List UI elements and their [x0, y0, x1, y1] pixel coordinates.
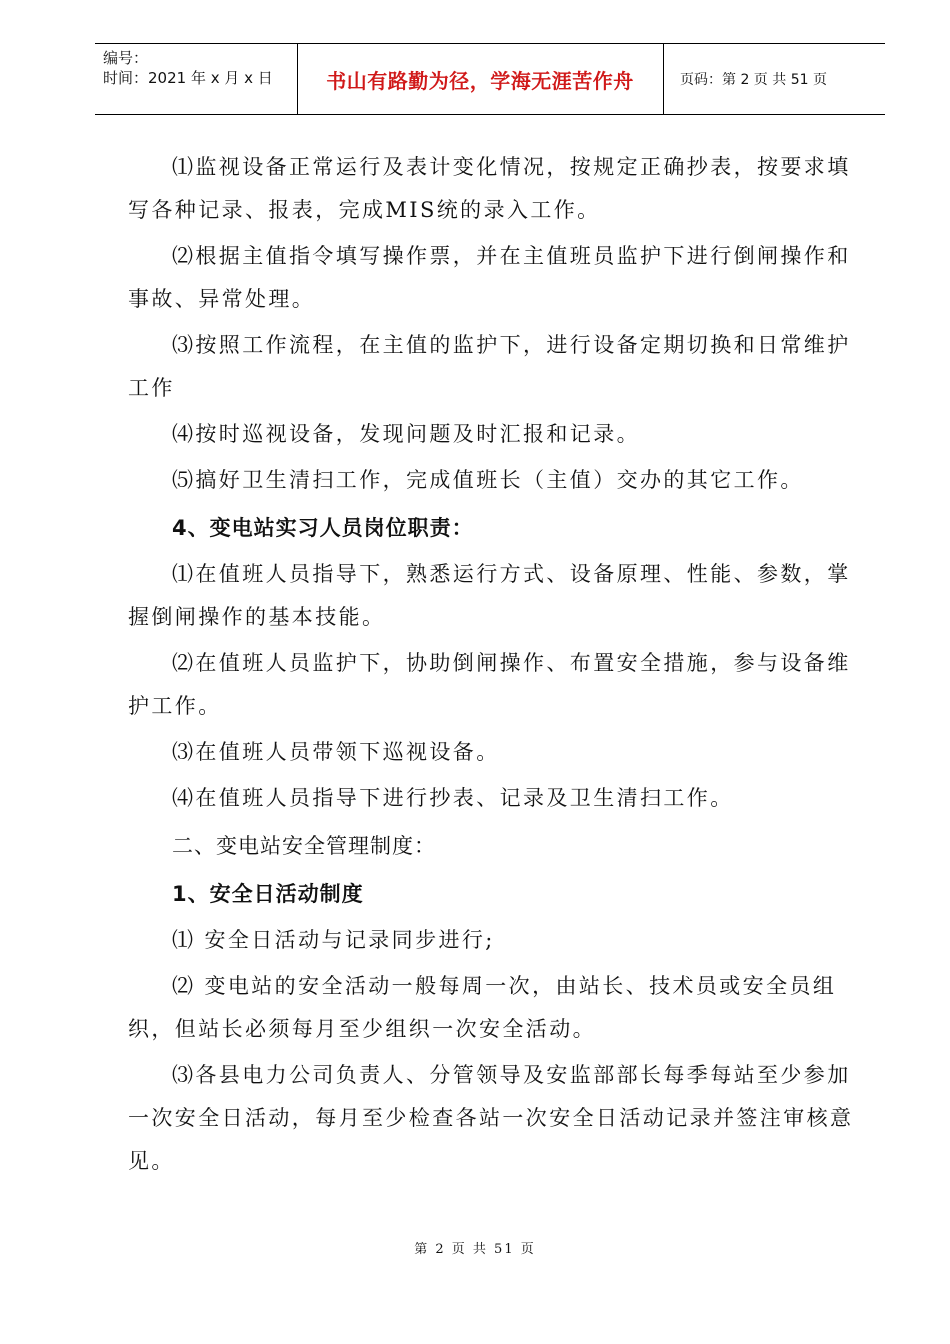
document-time-label: 时间：2021 年 x 月 x 日 — [103, 69, 273, 87]
body-paragraph: ⑶按照工作流程，在主值的监护下，进行设备定期切换和日常维护工作 — [128, 333, 851, 400]
section-heading: 4、变电站实习人员岗位职责： — [172, 516, 474, 540]
document-body — [128, 146, 858, 1186]
page-header — [95, 43, 885, 115]
body-paragraph: ⑶各县电力公司负责人、分管领导及安监部部长每季每站至少参加一次安全日活动，每月至少检查各站一次安全日活动记录并签注审核意见。 — [128, 1063, 854, 1173]
body-paragraph: ⑴在值班人员指导下，熟悉运行方式、设备原理、性能、参数，掌握倒闸操作的基本技能。 — [128, 562, 851, 629]
document-number-label: 编号： — [103, 49, 149, 67]
body-paragraph: ⑵在值班人员监护下，协助倒闸操作、布置安全措施，参与设备维护工作。 — [128, 651, 851, 718]
body-paragraph: ⑵根据主值指令填写操作票，并在主值班员监护下进行倒闸操作和事故、异常处理。 — [128, 244, 851, 311]
header-divider — [663, 44, 664, 114]
chapter-heading: 二、变电站安全管理制度： — [172, 834, 436, 858]
body-paragraph: ⑶在值班人员带领下巡视设备。 — [172, 740, 500, 764]
body-paragraph: ⑴监视设备正常运行及表计变化情况，按规定正确抄表，按要求填写各种记录、报表，完成MIS统的录入工作。 — [128, 155, 851, 222]
body-paragraph: ⑵ 变电站的安全活动一般每周一次，由站长、技术员或安全员组织，但站长必须每月至少组织一次安全活动。 — [128, 974, 837, 1041]
header-page-label: 页码：第 2 页 共 51 页 — [680, 72, 827, 88]
body-paragraph: ⑴ 安全日活动与记录同步进行; — [172, 928, 495, 952]
header-meta — [103, 48, 273, 88]
body-paragraph: ⑷在值班人员指导下进行抄表、记录及卫生清扫工作。 — [172, 786, 734, 810]
body-paragraph: ⑸搞好卫生清扫工作，完成值班长（主值）交办的其它工作。 — [172, 468, 804, 492]
page-footer: 第 2 页 共 51 页 — [414, 1242, 536, 1257]
section-heading: 1、安全日活动制度 — [172, 882, 364, 906]
header-motto: 书山有路勤为径，学海无涯苦作舟 — [326, 68, 634, 93]
body-paragraph: ⑷按时巡视设备，发现问题及时汇报和记录。 — [172, 422, 640, 446]
